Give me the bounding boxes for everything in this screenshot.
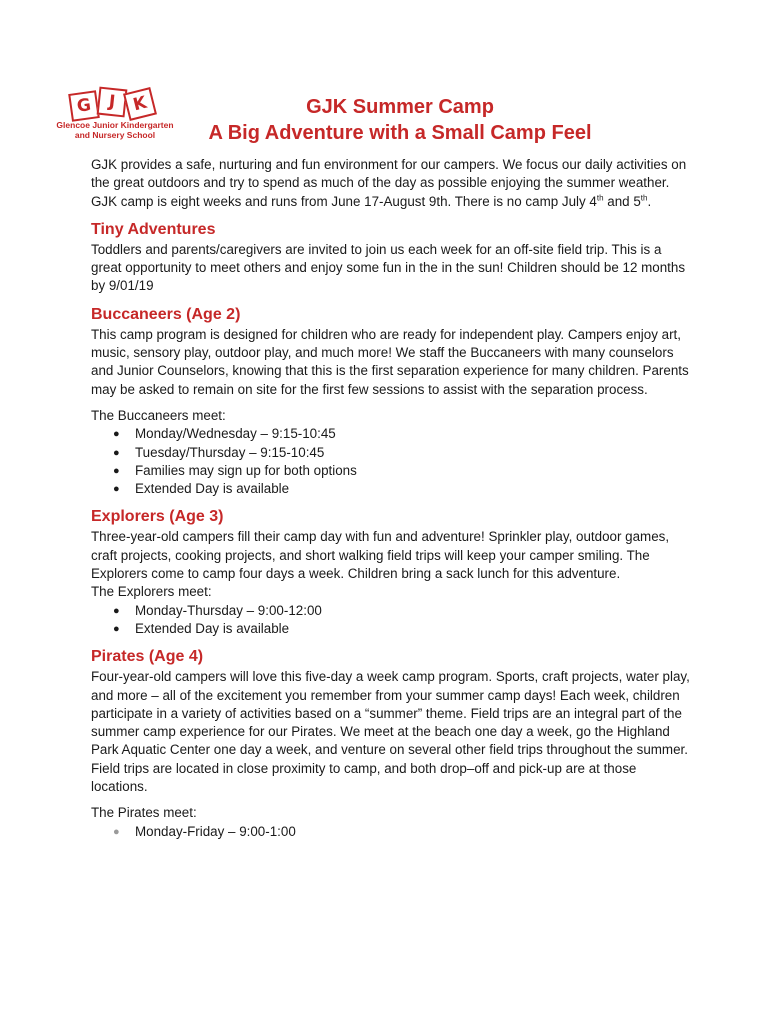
list-item: ● Extended Day is available xyxy=(135,480,691,498)
buccaneers-schedule-list xyxy=(91,425,691,498)
explorers-heading: Explorers (Age 3) xyxy=(91,508,224,526)
intro-and: and 5 xyxy=(603,193,641,209)
logo-line-2: and Nursery School xyxy=(74,130,156,140)
intro-sup-2: th xyxy=(640,193,648,203)
intro-text: GJK provides a safe, nurturing and fun environment for our campers. We focus our daily activities on the great outdoors and try to spend as much of the day as possible enjoying the summer weather. GJK camp is eight weeks and runs from June 17-August 9th. There is no camp July 4 xyxy=(91,157,687,209)
explorers-text: Three-year-old campers fill their camp day with fun and adventure! Sprinkler play, outdoor games, craft projects, cooking projects, and short walking field trips will keep your camper smiling. The Explorers come to camp four days a week. Children bring a sack lunch for this adventure. xyxy=(91,529,670,582)
pirates-schedule-list xyxy=(91,823,691,841)
list-item: ● Tuesday/Thursday – 9:15-10:45 xyxy=(135,444,691,462)
list-item: ● Extended Day is available xyxy=(135,620,691,638)
logo-block-j: J xyxy=(97,87,128,118)
explorers-schedule-list xyxy=(91,602,691,639)
pirates-text: Four-year-old campers will love this five-day a week camp program. Sports, craft projects, water play, and more – all of the excitement you remember from your summer camp days! Each week, children participate in a variety of activities based on a “summer” theme. Field trips are an integral part of the summer camp experience for our Pirates. We meet at the beach one day a week, go the Highland Park Aquatic Center one day a week, and venture on several other field trips throughout the summer. Field trips are located in close proximity to camp, and both drop–off and pick-up are at those locations. xyxy=(91,669,690,795)
explorers-meet-label: The Explorers meet: xyxy=(91,584,212,600)
page-title xyxy=(140,94,660,146)
buccaneers-heading: Buccaneers (Age 2) xyxy=(91,305,241,323)
tiny-adventures-text: Toddlers and parents/caregivers are invited to join us each week for an off-site field trip. This is a great opportunity to meet others and enjoy some fun in the in the sun! Children should be 12 months by 9/01/19 xyxy=(91,241,686,294)
title-line-2: A Big Adventure with a Small Camp Feel xyxy=(208,122,592,144)
pirates-meet-label: The Pirates meet: xyxy=(91,805,197,821)
title-line-1: GJK Summer Camp xyxy=(306,96,494,118)
list-item: ● Monday-Friday – 9:00-1:00 xyxy=(135,823,691,841)
logo-line-1: Glencoe Junior Kindergarten xyxy=(56,120,174,130)
intro-paragraph xyxy=(91,156,691,211)
intro-end: . xyxy=(647,193,652,209)
buccaneers-meet-label: The Buccaneers meet: xyxy=(91,407,226,423)
logo-block-g: G xyxy=(68,90,100,122)
list-item: ● Monday/Wednesday – 9:15-10:45 xyxy=(135,425,691,443)
logo-block-k: K xyxy=(123,87,157,121)
tiny-adventures-heading: Tiny Adventures xyxy=(91,220,216,238)
intro-sup-1: th xyxy=(596,193,604,203)
pirates-heading: Pirates (Age 4) xyxy=(91,648,204,666)
list-item: ● Families may sign up for both options xyxy=(135,462,691,480)
list-item: ● Monday-Thursday – 9:00-12:00 xyxy=(135,602,691,620)
buccaneers-text: This camp program is designed for children who are ready for independent play. Campers enjoy art, music, sensory play, outdoor play, and much more! We staff the Buccaneers with many counselors and Junior Counselors, knowing that this is the first separation experience for many children. Parents may be asked to remain on site for the first few sessions to assist with the separation process. xyxy=(91,326,689,397)
document-body xyxy=(91,156,691,841)
